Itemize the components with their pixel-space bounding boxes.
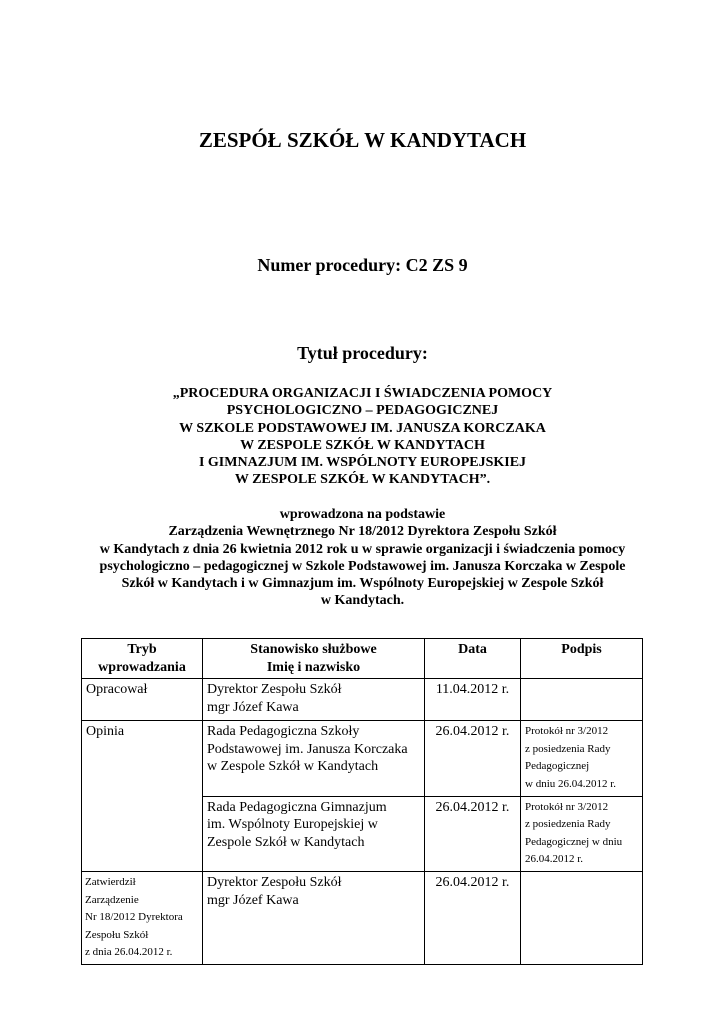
header-tryb <box>82 639 203 679</box>
signature-cell <box>521 679 643 721</box>
cell-text: Dyrektor Zespołu Szkół <box>207 682 342 698</box>
procedure-number: Numer procedury: C2 ZS 9 <box>257 255 468 275</box>
header-stanowisko <box>203 639 425 679</box>
date-cell: 26.04.2012 r. <box>425 871 521 964</box>
header-data: Data <box>425 639 521 679</box>
cell-text: Protokół nr 3/2012 <box>525 800 609 813</box>
intro-line: wprowadzona na podstawie <box>279 507 446 522</box>
stanowisko-cell <box>203 796 425 871</box>
cell-text: 26.04.2012 r. <box>525 853 584 866</box>
tryb-cell <box>82 679 203 721</box>
intro-line: w Kandytach z dnia 26 kwietnia 2012 rok u w sprawie organizacji i świadczenia pomocy <box>99 541 626 557</box>
cell-text: w Zespole Szkół w Kandytach <box>207 759 379 775</box>
header-text: Tryb <box>127 642 157 657</box>
signature-cell <box>521 871 643 964</box>
procedure-title-line: „PROCEDURA ORGANIZACJI I ŚWIADCZENIA POMOCY <box>172 386 553 401</box>
procedure-title-line: PSYCHOLOGICZNO – PEDAGOGICZNEJ <box>226 403 499 419</box>
cell-text: z posiedzenia Rady <box>525 742 611 755</box>
date-cell: 26.04.2012 r. <box>425 796 521 871</box>
procedure-title-line: W ZESPOLE SZKÓŁ W KANDYTACH <box>240 437 485 453</box>
header-text: Stanowisko służbowe <box>250 642 377 657</box>
cell-text: Zespole Szkół w Kandytach <box>207 834 365 850</box>
cell-text: Pedagogicznej <box>525 760 590 773</box>
cell-text: z posiedzenia Rady <box>525 818 611 831</box>
cell-text: Opracował <box>86 682 148 698</box>
header-text: wprowadzania <box>98 659 186 675</box>
intro-line: Zarządzenia Wewnętrznego Nr 18/2012 Dyrektora Zespołu Szkół <box>168 524 557 540</box>
cell-text: Zatwierdził <box>85 875 136 888</box>
cell-text: z dnia 26.04.2012 r. <box>85 946 173 959</box>
cell-text: Protokół nr 3/2012 <box>525 725 609 738</box>
cell-text: mgr Józef Kawa <box>207 892 299 908</box>
intro-line: Szkół w Kandytach i w Gimnazjum im. Wspólnoty Europejskiej w Zespole Szkół <box>121 576 604 592</box>
header-podpis: Podpis <box>521 639 643 679</box>
signature-cell <box>521 721 643 796</box>
cell-text: Rada Pedagogiczna Szkoły <box>207 724 360 740</box>
introduction-paragraph <box>0 506 725 610</box>
stanowisko-cell <box>203 679 425 721</box>
cell-text: Rada Pedagogiczna Gimnazjum <box>207 799 387 815</box>
signature-cell <box>521 796 643 871</box>
stanowisko-cell <box>203 721 425 796</box>
table-row <box>82 721 643 796</box>
intro-line: psychologiczno – pedagogicznej w Szkole Podstawowej im. Janusza Korczaka w Zespole <box>99 558 626 574</box>
cell-text: mgr Józef Kawa <box>207 699 299 715</box>
cell-text: Opinia <box>86 724 125 740</box>
date-cell: 26.04.2012 r. <box>425 721 521 796</box>
approval-table <box>81 638 643 965</box>
tryb-cell <box>82 721 203 872</box>
procedure-title <box>0 385 725 489</box>
cell-text: w dniu 26.04.2012 r. <box>525 777 617 790</box>
cell-text: Pedagogicznej w dniu <box>525 835 623 848</box>
procedure-title-line: W SZKOLE PODSTAWOWEJ IM. JANUSZA KORCZAKA <box>179 420 546 436</box>
procedure-title-label: Tytuł procedury: <box>297 343 428 363</box>
tryb-cell <box>82 871 203 964</box>
document-title: ZESPÓŁ SZKÓŁ W KANDYTACH <box>198 128 527 152</box>
cell-text: Zespołu Szkół <box>85 928 149 941</box>
table-row <box>82 871 643 964</box>
table-header-row <box>82 639 643 679</box>
header-text: Imię i nazwisko <box>266 659 361 675</box>
cell-text: im. Wspólnoty Europejskiej w <box>207 817 378 833</box>
cell-text: Nr 18/2012 Dyrektora <box>85 911 183 924</box>
cell-text: Podstawowej im. Janusza Korczaka <box>207 741 408 757</box>
cell-text: Zarządzenie <box>85 893 139 906</box>
stanowisko-cell <box>203 871 425 964</box>
cell-text: Dyrektor Zespołu Szkół <box>207 874 342 890</box>
procedure-title-line: I GIMNAZJUM IM. WSPÓLNOTY EUROPEJSKIEJ <box>198 455 527 471</box>
table-row <box>82 679 643 721</box>
intro-line: w Kandytach. <box>320 593 405 609</box>
date-cell: 11.04.2012 r. <box>425 679 521 721</box>
procedure-title-line: W ZESPOLE SZKÓŁ W KANDYTACH”. <box>234 472 491 488</box>
